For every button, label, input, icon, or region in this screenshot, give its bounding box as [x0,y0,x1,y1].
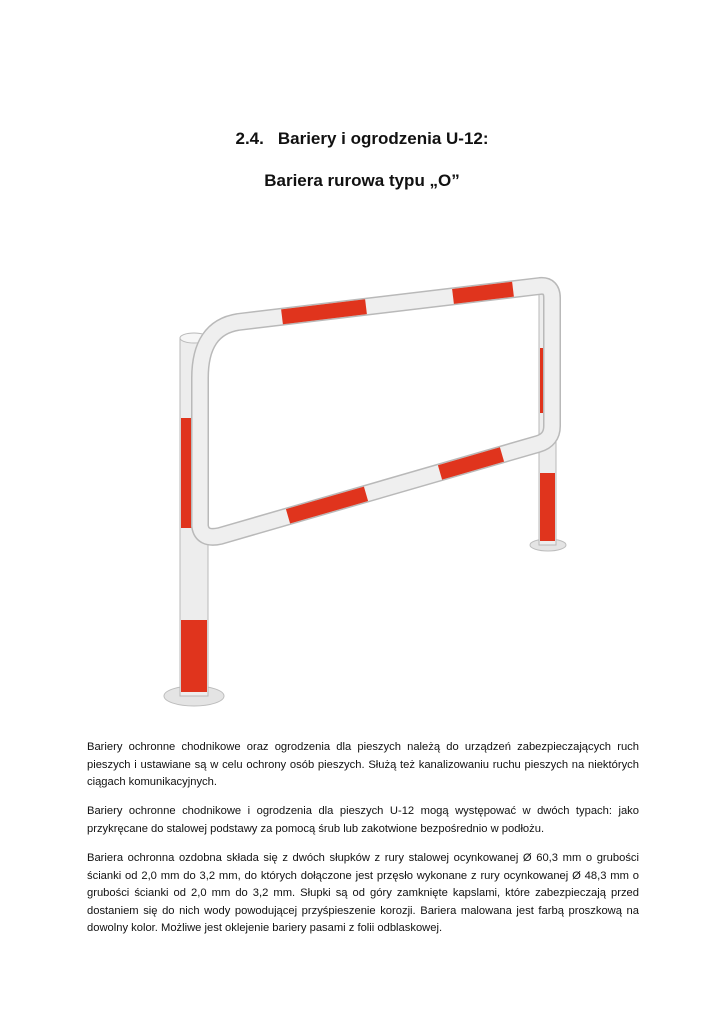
paragraph-1: Bariery ochronne chodnikowe oraz ogrodzenia dla pieszych należą do urządzeń zabezpieczających ruch pieszych i ustawiane są w celu ochrony osób pieszych. Służą też kanalizowaniu ruchu pieszych na niektórych ciągach komunikacyjnych. [87,741,639,788]
paragraph-2: Bariery ochronne chodnikowe i ogrodzenia dla pieszych U-12 mogą występować w dwóch typach: jako przykręcane do stalowej podstawy za pomocą śrub lub zakotwione bezpośrednio w podłożu. [87,805,639,835]
barrier-frame [200,286,552,537]
barrier-photo [120,268,600,718]
section-heading [0,129,724,149]
paragraph-3: Bariera ochronna ozdobna składa się z dwóch słupków z rury stalowej ocynkowanej Ø 60,3 mm o grubości ścianki od 2,0 mm do 3,2 mm, do których dołączone jest przęsło wykonane z rury ocynkowanej Ø 48,3 mm o grubości ścianki od 2,0 mm do 3,2 mm. Słupki są od góry zamknięte kapslami, które zabezpieczają przed dostaniem się do nich wody powodującej przyśpieszenie korozji. Bariera malowana jest farbą proszkową na dowolny kolor. Możliwe jest oklejenie bariery pasami z folii odblaskowej. [87,852,639,934]
section-number: 2.4. [235,129,264,148]
section-title: Bariery i ogrodzenia U-12: [277,129,489,148]
section-subtitle: Bariera rurowa typu „O” [264,171,460,190]
